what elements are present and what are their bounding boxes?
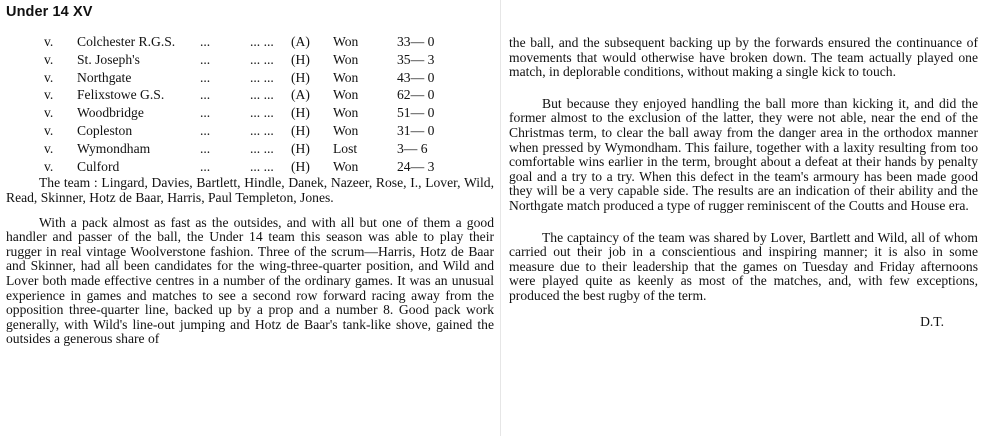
match-venue: (H) — [291, 51, 310, 67]
match-prefix: v. — [44, 158, 54, 174]
match-score: 33— 0 — [397, 34, 435, 49]
opponent-name: St. Joseph's — [77, 51, 140, 67]
match-prefix: v. — [44, 51, 54, 67]
author-signature: D.T. — [920, 313, 944, 329]
match-venue: (H) — [291, 122, 310, 138]
opponent-name: Colchester R.G.S. — [77, 34, 176, 49]
match-score: 62— 0 — [397, 87, 435, 103]
leader-dots: ... ... — [250, 158, 274, 174]
match-result: Won — [333, 69, 359, 85]
match-prefix: v. — [44, 69, 54, 85]
leader-dots: ... ... — [250, 122, 274, 138]
result-row — [6, 104, 434, 122]
result-row — [6, 33, 434, 51]
leader-dots: ... ... — [250, 87, 274, 103]
match-prefix: v. — [44, 140, 54, 156]
match-score: 24— 3 — [397, 158, 435, 174]
report-paragraph-continued: the ball, and the subsequent backing up by the forwards ensured the continuance of movements that would otherwise have broken down. The team actually played one match, in deplorable conditions, without making a single kick to touch. — [509, 35, 978, 80]
opponent-name: Culford — [77, 158, 120, 174]
leader-dots: ... — [200, 87, 211, 103]
leader-dots: ... ... — [250, 105, 274, 121]
report-paragraph-3: The captaincy of the team was shared by Lover, Bartlett and Wild, all of whom carried out their job in a conscientious and inspiring manner; it is also in some measure due to their leadership that the games on Tuesday and Friday afternoons were played quite as keenly as most of the matches, and, with few exceptions, produced the best rugby of the term. — [509, 229, 978, 303]
leader-dots: ... ... — [250, 69, 274, 85]
leader-dots: ... — [200, 34, 211, 49]
match-venue: (H) — [291, 140, 310, 156]
left-column — [6, 33, 494, 347]
right-column — [509, 36, 978, 329]
match-result: Won — [333, 158, 359, 174]
match-result: Lost — [333, 140, 358, 156]
leader-dots: ... — [200, 69, 211, 85]
result-row — [6, 69, 434, 87]
leader-dots: ... — [200, 51, 211, 67]
match-prefix: v. — [44, 105, 54, 121]
match-venue: (A) — [291, 87, 310, 103]
match-prefix: v. — [44, 34, 54, 49]
report-paragraph-1: With a pack almost as fast as the outsides, and with all but one of them a good handler and passer of the ball, the Under 14 team this season was able to play their rugger in real vintage Woolverstone fashion. Three of the scrum—Harris, Hotz de Baar and Skinner, had all been candidates for the wing-three-quarter position, and Wild and Lover both made effective centres in a number of the ordinary games. It was an unusual experience in games and matches to see a second row forward racing away from the opposition three-quarter line, backed up by a prop and a number 8. Good pack work generally, with Wild's line-out jumping and Hotz de Baar's tank-like shove, gained the outsides a generous share of — [6, 214, 494, 347]
opponent-name: Felixstowe G.S. — [77, 87, 165, 103]
match-score: 3— 6 — [397, 140, 428, 156]
match-result: Won — [333, 122, 359, 138]
results-table — [6, 33, 434, 175]
match-venue: (H) — [291, 105, 310, 121]
match-prefix: v. — [44, 87, 54, 103]
leader-dots: ... — [200, 158, 211, 174]
opponent-name: Copleston — [77, 122, 133, 138]
result-row — [6, 86, 434, 104]
match-score: 31— 0 — [397, 122, 435, 138]
column-divider — [500, 0, 501, 436]
leader-dots: ... ... — [250, 34, 274, 49]
section-heading: Under 14 XV — [6, 4, 93, 20]
match-result: Won — [333, 105, 359, 121]
match-result: Won — [333, 51, 359, 67]
match-venue: (H) — [291, 69, 310, 85]
result-row — [6, 51, 434, 69]
match-score: 51— 0 — [397, 105, 435, 121]
leader-dots: ... — [200, 122, 211, 138]
leader-dots: ... ... — [250, 140, 274, 156]
team-list: The team : Lingard, Davies, Bartlett, Hindle, Danek, Nazeer, Rose, I., Lover, Wild, Read, Skinner, Hotz de Baar, Harris, Paul Templeton, Jones. — [6, 175, 494, 205]
result-row — [6, 158, 434, 176]
match-prefix: v. — [44, 122, 54, 138]
result-row — [6, 122, 434, 140]
match-venue: (A) — [291, 34, 310, 49]
result-row — [6, 140, 434, 158]
leader-dots: ... — [200, 105, 211, 121]
match-venue: (H) — [291, 158, 310, 174]
match-score: 35— 3 — [397, 51, 435, 67]
match-result: Won — [333, 34, 359, 49]
match-score: 43— 0 — [397, 69, 435, 85]
leader-dots: ... — [200, 140, 211, 156]
opponent-name: Wymondham — [77, 140, 151, 156]
opponent-name: Woodbridge — [77, 105, 144, 121]
opponent-name: Northgate — [77, 69, 132, 85]
match-result: Won — [333, 87, 359, 103]
report-paragraph-2: But because they enjoyed handling the ball more than kicking it, and did the former almost to the exclusion of the latter, they were not able, near the end of the Christmas term, to clear the ball away from the danger area in the orthodox manner when pressed by Wymondham. This failure, together with a laxity resulting from too comfortable wins earlier in the term, brought about a defeat at their hands by penalty goal and a try to a try. When this defect in the team's armoury has been made good they will be a very capable side. The results are an indication of their ability and the Northgate match produced a type of rugger reminiscent of the Coutts and House era. — [509, 95, 978, 213]
leader-dots: ... ... — [250, 51, 274, 67]
